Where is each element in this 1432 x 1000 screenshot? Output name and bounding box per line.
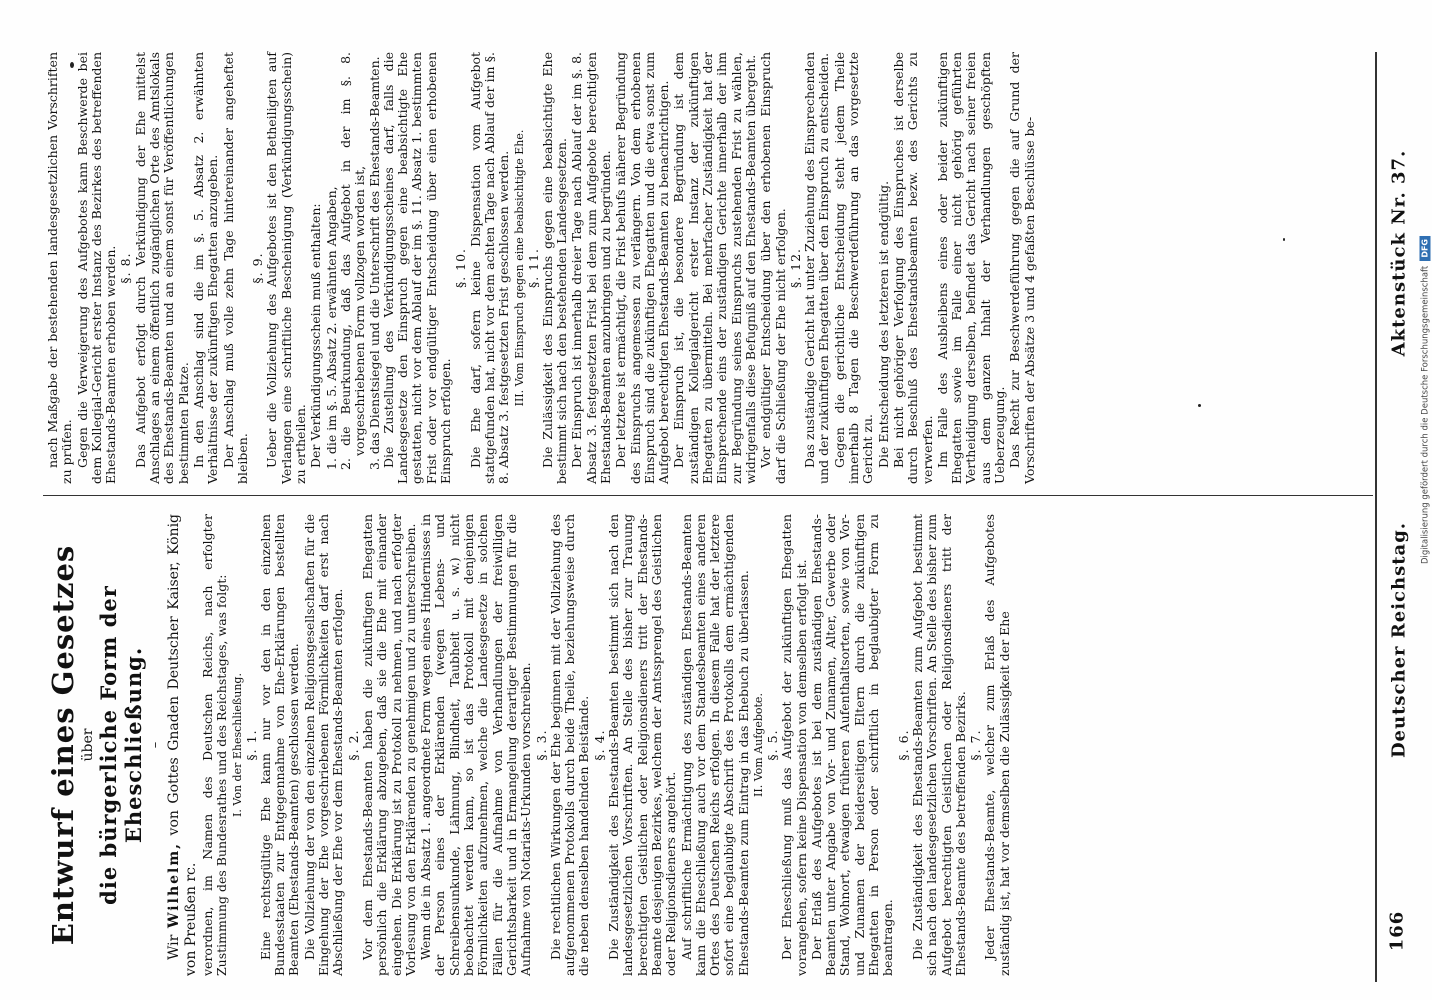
paragraph: nach Maßgabe der bestehenden landesgesetzlichen Vorschriften zu prüfen. — [44, 52, 74, 484]
section-heading: §. 7. — [967, 729, 983, 761]
chapter-heading: I. Von der Eheschließung. — [230, 673, 244, 817]
section-heading: §. 9. — [249, 252, 265, 284]
section-heading: §. 11. — [525, 247, 540, 289]
paragraph: Bei nicht gehöriger Verfolgung des Einspruches ist derselbe durch Beschluß des Ehestandsbeamten bezw. des Gerichts zu verwerfen. — [890, 52, 935, 484]
paragraph: Der Eheschließung muß das Aufgebot der zukünftigen Ehegatten vorangehen, sofern keine Dispensation von demselben erfolgt ist. — [778, 514, 809, 976]
title-line3: die bürgerliche Form der Eheschließung. — [95, 585, 146, 905]
running-header-right: Aktenstück Nr. 37. — [1388, 149, 1410, 357]
section-heading: §. 10. — [452, 247, 468, 289]
section-heading: §. 5. — [764, 729, 780, 761]
section-heading: §. 12. — [787, 247, 803, 289]
paragraph: Die Ehe darf, sofern keine Dispensation vom Aufgebot stattgefunden hat, nicht vor dem achten Tage nach Ablauf der im §. 8. Absatz 3. festgesetzten Frist geschlossen werden. — [467, 52, 511, 484]
list-item: 3. das Dienstsiegel und die Unterschrift des Ehestands-Beamten. — [366, 56, 382, 470]
paragraph: Der Verkündigungsschein muß enthalten: — [307, 203, 323, 468]
credit-text: Digitalisierung gefördert durch die Deutsche Forschungsgemeinschaft — [1420, 265, 1431, 564]
paragraph: Auf schriftliche Ermächtigung des zuständigen Ehestands-Beamten kann die Eheschließung auch vor dem Standesbeamten eines anderen Ortes des Deutschen Reichs erfolgen. In diesem Falle hat der letztere sofort eine beglaubigte Abschrift des Protokolls dem ermächtigenden Ehestands-Beamten zum Eintrag in das Ehebuch zu überlassen. — [678, 514, 751, 976]
paragraph: Vor endgültiger Entscheidung über den erhobenen Einspruch darf die Schließung der Ehe nicht erfolgen. — [757, 52, 788, 484]
column-left — [43, 510, 1368, 980]
scan-speck — [1198, 404, 1201, 407]
paragraph: Die Zustellung des Verkündigungsscheines darf, falls die Landesgesetze den Einspruch gegen eine beabsichtigte Ehe gestatten, nicht vor dem Ablauf der im §. 11. Absatz 1. bestimmten Frist oder vor endgültiger Entscheidung über einen erhobenen Einspruch erfolgen. — [380, 52, 453, 484]
section-heading: §. 4. — [591, 729, 607, 761]
paragraph: Der Anschlag muß volle zehn Tage hintereinander angeheftet bleiben. — [220, 52, 250, 484]
paragraph: Der Einspruch ist, die besondere Begründung ist dem zuständigen Kollegialgericht erster Instanz der zukünftigen Ehegatten zu übermitteln. Bei mehrfacher Zuständigkeit hat der Einsprechende eins der zuständigen Gerichte innerhalb der ihm zur Begründung seines Einspruchs zustehenden Frist zu wählen, widrigenfalls diese Befugniß auf den Ehestands-Beamten übergeht. — [670, 52, 758, 484]
paragraph: Der Erlaß des Aufgebotes ist bei dem zuständigen Ehestands-Beamten unter Angabe von Vor- und Zunamen, Alter, Gewerbe oder Stand, Wohnort, etwaigen früheren Aufenthaltsorten, sowie von Vor- und Zunamen der beiderseitigen Eltern durch die zukünftigen Ehegatten in Person oder schriftlich in beglaubigter Form zu beantragen. — [808, 514, 895, 976]
column-divider — [43, 495, 1373, 496]
header-rule — [1375, 52, 1377, 982]
paragraph: Jeder Ehestands-Beamte, welcher zum Erlaß des Aufgebotes zuständig ist, hat vor demselben die Zulässigkeit der Ehe — [981, 514, 1012, 976]
column-1-body — [230, 514, 1011, 976]
section-heading: §. 1. — [243, 729, 259, 761]
title-line2: über — [79, 728, 96, 762]
running-header-left: Deutscher Reichstag. — [1388, 521, 1410, 759]
column-right — [43, 48, 1368, 488]
paragraph: Im Falle des Ausbleibens eines oder beider zukünftigen Ehegatten sowie im Falle einer nicht gehörig geführten Vertheidigung derselben, befindet das Gericht nach seiner freien aus dem ganzen Inhalt der Verhandlungen geschöpften Ueberzeugung. — [934, 52, 1007, 484]
scan-speck — [1283, 238, 1285, 241]
paragraph: Das Recht zur Beschwerdeführung gegen die auf Grund der Vorschriften der Absätze 3 und 4 gefaßten Beschlüsse be- — [1006, 52, 1037, 484]
chapter-heading: II. Vom Aufgebote. — [751, 693, 765, 797]
paragraph: Die Zulässigkeit des Einspruchs gegen eine beabsichtigte Ehe bestimmt sich nach den bestehenden Landesgesetzen. — [539, 52, 569, 484]
document-page — [43, 48, 1432, 988]
section-heading: §. 2. — [345, 729, 361, 761]
list-item: 2. die Beurkundung, daß das Aufgebot in der im §. 8. vorgeschriebenen Form vollzogen worden ist, — [337, 52, 367, 470]
page-number: 166 — [1386, 910, 1408, 952]
paragraph: Die rechtlichen Wirkungen der Ehe beginnen mit der Vollziehung des aufgenommenen Protokolls durch beide Theile, beziehungsweise durch die neben denselben handelnden Beistände. — [547, 514, 591, 976]
paragraph: Die Entscheidung des letzteren ist endgültig. — [875, 180, 891, 468]
paragraph: Das zuständige Gericht hat unter Zuziehung des Einsprechenden und der zukünftigen Ehegatten über den Einspruch zu entscheiden. — [801, 52, 831, 484]
section-heading: §. 8. — [117, 252, 133, 284]
paragraph: Vor dem Ehestands-Beamten haben die zukünftigen Ehegatten persönlich die Erklärung abzugeben, daß sie die Ehe mit einander eingehen. Die Erklärung ist zu Protokoll zu nehmen, und nach erfolgter Vorlesung von den Erklärenden zu genehmigen und zu unterschreiben. — [359, 514, 418, 976]
paragraph: In den Anschlag sind die im §. 5. Absatz 2. erwähnten Verhältnisse der zukünftigen Ehegatten anzugeben. — [190, 52, 220, 484]
scan-speck — [70, 62, 74, 68]
paragraph: Die Zuständigkeit des Ehestands-Beamten bestimmt sich nach den landesgesetzlichen Vorschriften. An Stelle des bisher zur Trauung berechtigten Geistlichen oder Religionsdieners tritt der Ehestands-Beamte desjenigen Bezirkes, welchem der Amtssprengel des Geistlichen oder Religionsdieners angehört. — [605, 514, 678, 976]
paragraph: Gegen die Verweigerung des Aufgebotes kann Beschwerde bei dem Kollegial-Gericht erster Instanz des Bezirkes des betreffenden Ehestands-Beamten erhoben werden. — [74, 52, 118, 484]
intro-text: Wir Wilhelm, von Gottes Gnaden Deutscher Kaiser, König von Preußen rc. — [165, 513, 199, 976]
paragraph: Der letztere ist ermächtigt, die Frist behufs näherer Begründung des Einspruchs angemessen zu verlängern. Von dem erhobenen Einspruch sind die zukünftigen Ehegatten und die etwa sonst zum Aufgebot berechtigten Ehestands-Beamten zu benachrichtigen. — [612, 52, 671, 484]
title-dash: – — [147, 741, 163, 749]
chapter-heading: III. Vom Einspruch gegen eine beabsichtigte Ehe. — [512, 129, 525, 407]
section-heading: §. 6. — [895, 729, 911, 761]
paragraph: Der Einspruch ist innerhalb dreier Tage nach Ablauf der im §. 8. Absatz 3. festgesetzten Frist bei dem zum Aufgebote berechtigten Ehestands-Beamten anzubringen und zu begründen. — [568, 52, 613, 484]
paragraph: Eine rechtsgültige Ehe kann nur vor den in den einzelnen Bundesstaaten zur Entgegennahme von Ehe-Erklärungen bestellten Beamten (Ehestands-Beamten) geschlossen werden. — [257, 514, 301, 976]
list-item: 1. die im §. 5. Absatz 2. erwähnten Angaben, — [323, 186, 339, 470]
paragraph: Das Aufgebot erfolgt durch Verkündigung der Ehe mittelst Anschlages an einem öffentlich zugänglichen Orte des Amtslokals des Ehestands-Beamten und an einem sonst für Veröffentlichungen bestimmten Platze. — [132, 52, 191, 484]
title-line1: Entwurf eines Gesetzes — [45, 544, 80, 946]
paragraph: Die Vollziehung der von den einzelnen Religionsgesellschaften für die Eingehung der Ehe vorgeschriebenen Förmlichkeiten darf erst nach Abschließung der Ehe vor dem Ehestands-Beamten erfolgen. — [301, 514, 345, 976]
title-block — [46, 514, 162, 976]
column-2-body — [46, 52, 1037, 484]
intro-order: verordnen, im Namen des Deutschen Reichs, nach erfolgter Zustimmung des Bundesrathes und des Reichstages, was folgt: — [199, 514, 229, 976]
dfg-logo: DFG — [1420, 236, 1431, 261]
paragraph: Gegen die gerichtliche Entscheidung steht jedem Theile innerhalb 8 Tagen die Beschwerdeführung an das vorgesetzte Gericht zu. — [831, 52, 875, 484]
section-heading: §. 3. — [533, 729, 549, 761]
paragraph: Die Zuständigkeit des Ehestands-Beamten zum Aufgebot bestimmt sich nach den landesgesetzlichen Vorschriften. An Stelle des bisher zum Aufgebot berechtigten Geistlichen oder Religionsdieners tritt der Ehestands-Beamte des betreffenden Bezirks. — [909, 514, 968, 976]
paragraph: Ueber die Vollziehung des Aufgebotes ist den Betheiligten auf Verlangen eine schriftliche Bescheinigung (Verkündigungsschein) zu ertheilen. — [263, 52, 308, 484]
paragraph: Wenn die in Absatz 1. angeordnete Form wegen eines Hindernisses in der Person eines der Erklärenden (wegen Lebens- und Schreibensunkunde, Lähmung, Blindheit, Taubheit u. s. w.) nicht beobachtet werden kann, so ist das Protokoll mit denjenigen Förmlichkeiten aufzunehmen, welche die Landesgesetze in solchen Fällen für die Aufnahme von Verhandlungen der freiwilligen Gerichtsbarkeit und in Ermangelung derartiger Bestimmungen für die Aufnahme von Notariats-Urkunden vorschreiben. — [417, 514, 533, 976]
